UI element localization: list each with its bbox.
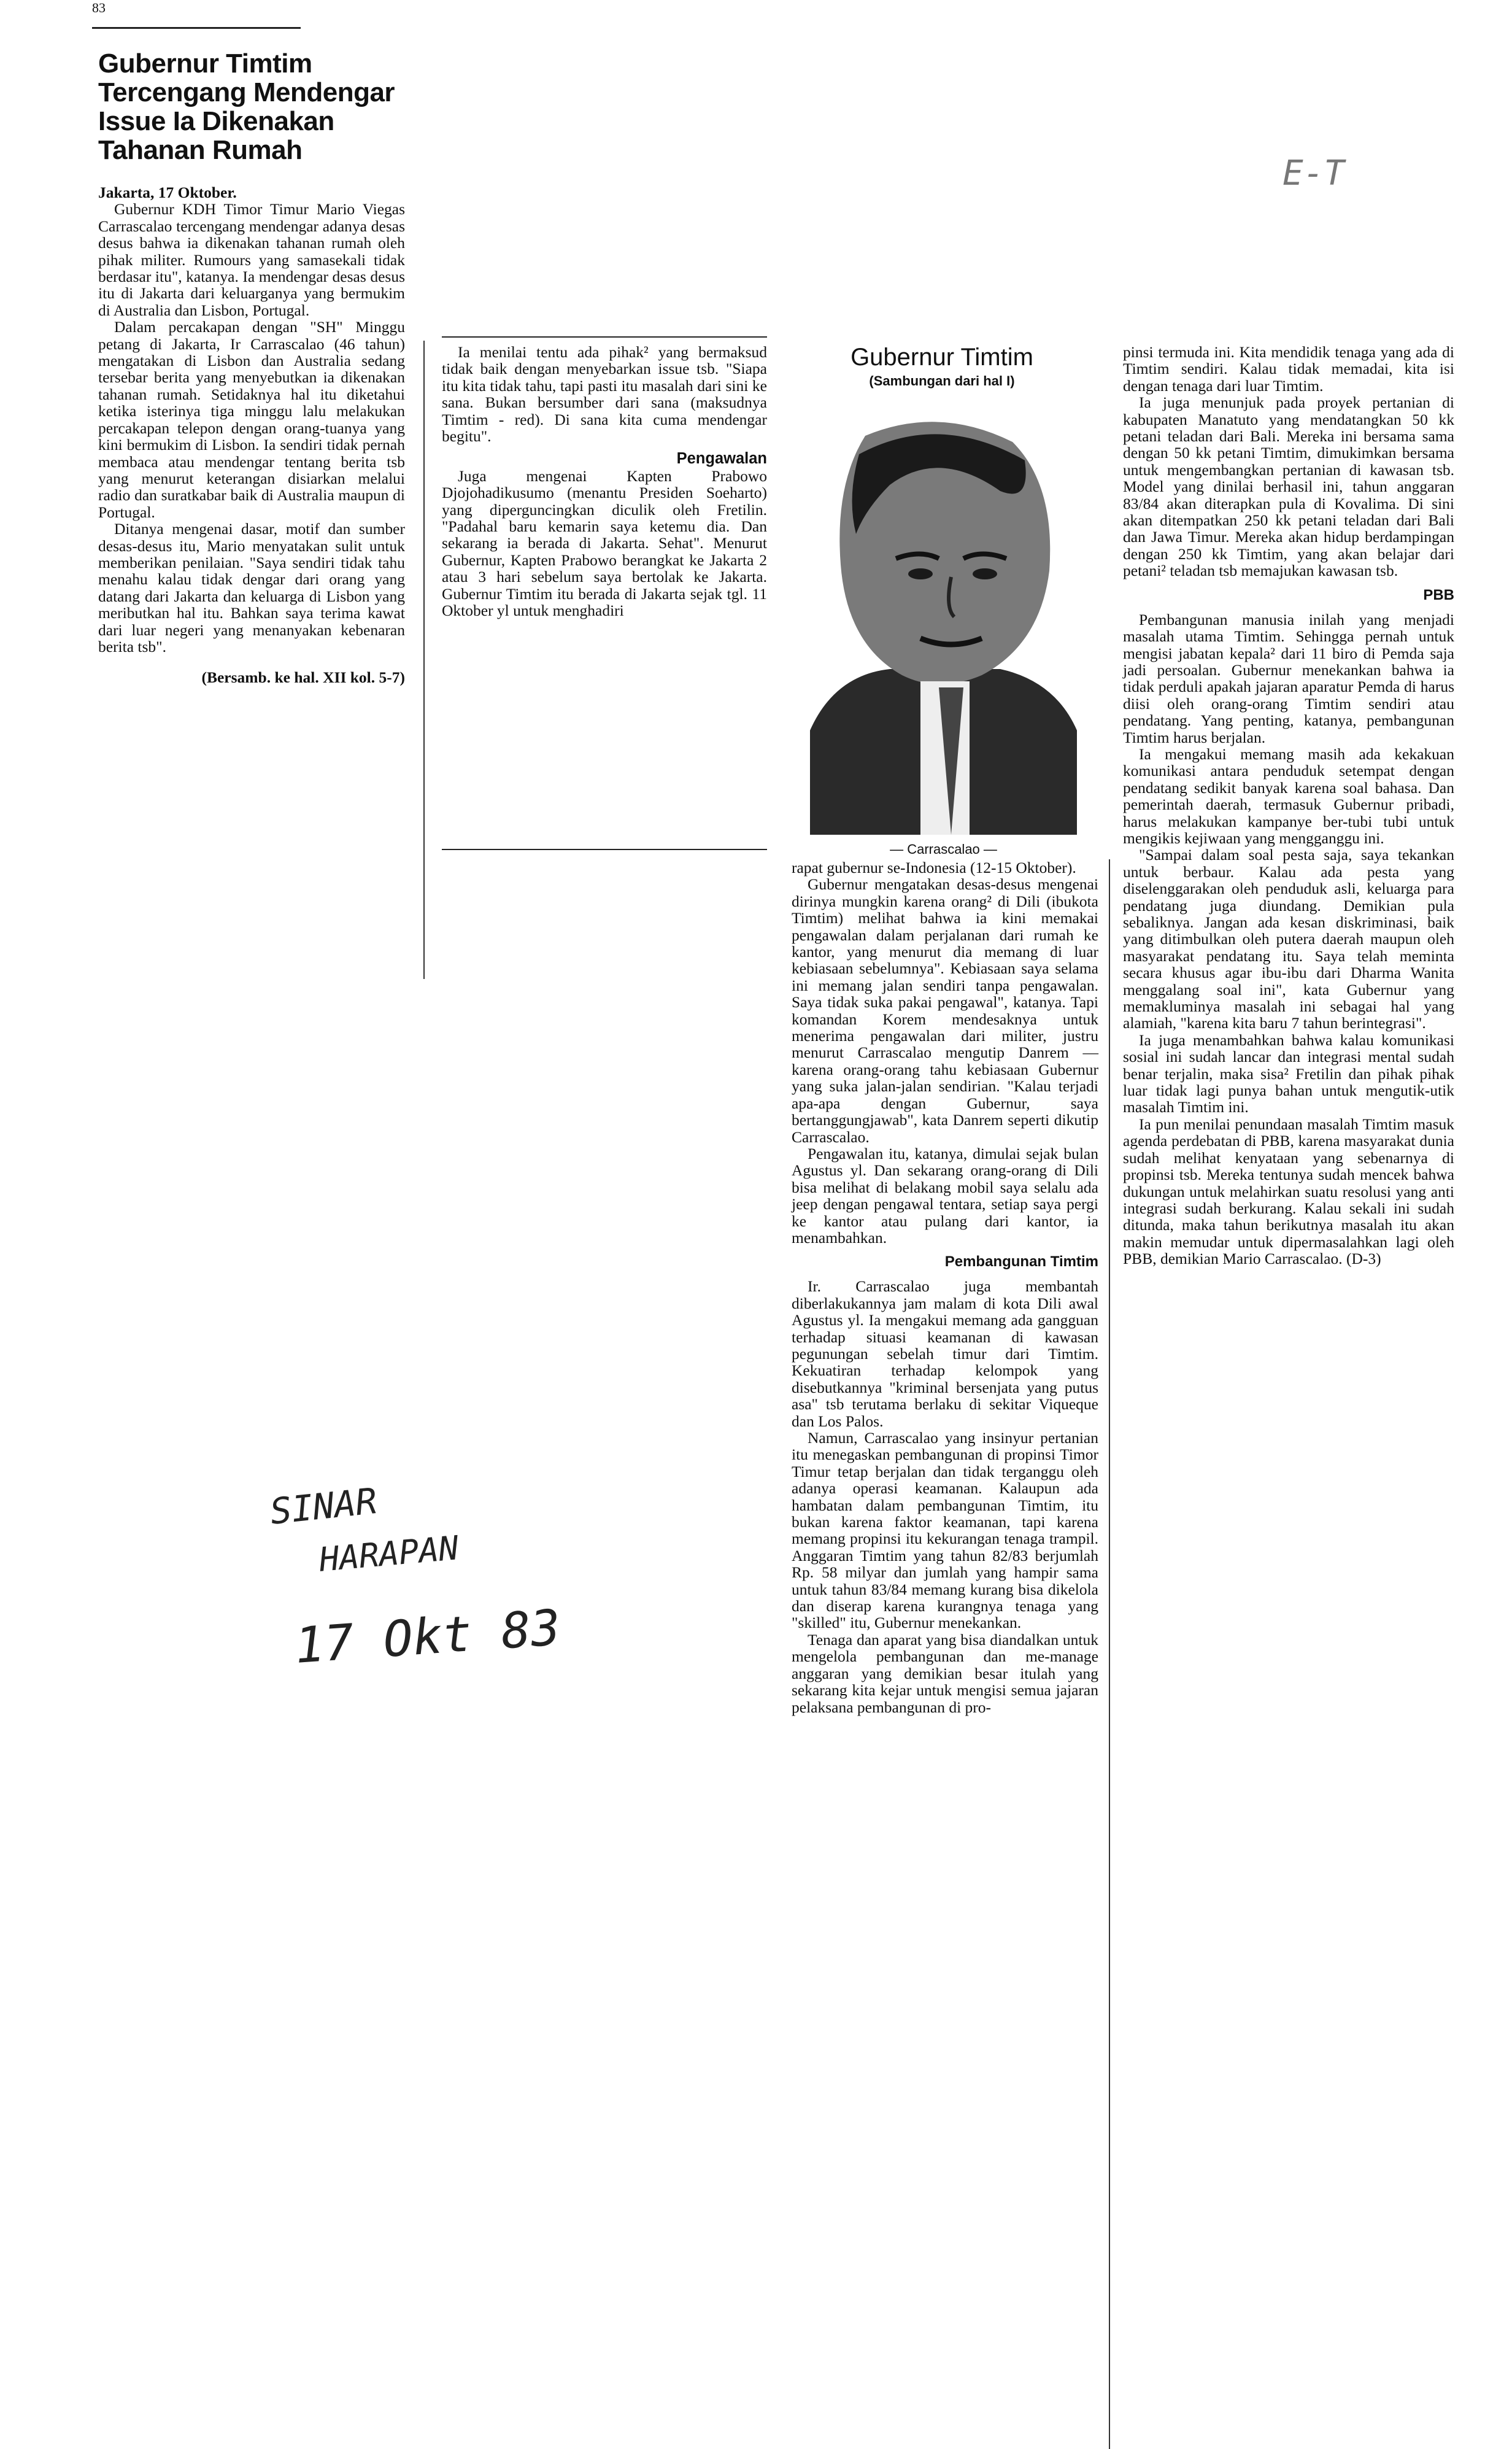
top-rule: [92, 27, 301, 29]
article-2-cont-subhead: PBB: [1423, 586, 1454, 603]
article-2-cont-paragraph: Ia mengakui memang masih ada kekakuan komunikasi antara penduduk setempat dengan pendatang sedikit banyak karena soal bahasa. Dan pemerintah daerah, termasuk Gubernur pribadi, harus melakukan kampanye ber-tubi tubi untuk mengikis kejiwaan yang mengganggu ini.: [1123, 745, 1454, 847]
article-1-paragraph: Gubernur KDH Timor Timur Mario Viegas Carrascalao tercengang mendengar adanya desas desus bahwa ia dikenakan tahanan rumah oleh pihak militer. Rumours yang samasekali tidak berdasar itu", katanya. Ia mendengar desas desus itu di Jakarta dari keluarganya yang bermukim di Australia dan Lisbon, Portugal.: [98, 200, 405, 319]
article-2-paragraph: Pengawalan itu, katanya, dimulai sejak bulan Agustus yl. Dan sekarang orang-orang di Dili bisa melihat di belakang mobil saya selalu ada jeep dengan pengawal tentara, setiap saya pergi ke kantor atau pulang dari kantor, ia menambahkan.: [792, 1144, 1098, 1247]
column-divider-2: [1109, 859, 1110, 2449]
cont-bottom-rule: [442, 849, 767, 850]
article-2-cont-paragraph: Ia juga menunjuk pada proyek pertanian di kabupaten Manatuto yang mendatangkan 50 kk petani teladan dari Bali. Mereka ini bersama sama dengan 50 kk petani Timtim, dimukimkan bersama untuk mengembangkan pertanian di kawasan tsb. Model yang dinilai berhasil ini, tahun anggaran 83/84 akan diterapkan pula di Kovalima. Di sini akan ditempatkan 250 kk petani teladan dari Bali dan Jawa Timur. Mereka akan hidup berdampingan dengan 250 kk Timtim, yang akan belajar dari petani² teladan tsb memajukan kawasan tsb.: [1123, 393, 1454, 580]
article-1-paragraph: Dalam percakapan dengan "SH" Minggu petang di Jakarta, Ir Carrascalao (46 tahun) mengatakan di Lisbon dan Australia sedang tersebar berita yang menyebutkan ia dikenakan tahanan rumah. Setidaknya hal itu diketahui ketika isterinya tiga minggu lalu melakukan percakapan telepon dengan orang-tuanya yang kini bermukim di Lisbon. Ia sendiri tidak pernah membaca atau mendengar tentang berita tsb yang menurut keterangan disiarkan melalui radio dan suratkabar baik di Australia maupun di Portugal.: [98, 318, 405, 521]
article-2-paragraph: Tenaga dan aparat yang bisa diandalkan untuk mengelola pembangunan dan me-manage anggaran yang demikian besar itulah yang sekarang kita kejar untuk mengisi semua jajaran pelaksana pembangunan di pro-: [792, 1630, 1098, 1716]
photo-caption: — Carrascalao —: [890, 841, 997, 857]
article-2-cont-paragraph: Pembangunan manusia inilah yang menjadi masalah utama Timtim. Sehingga pernah untuk mengisi jabatan kepala² dari 11 biro di Pemda saja jadi persoalan. Gubernur menekankan bahwa ia tidak perduli apakah jajaran aparatur Pemda di harus diisi oleh orang-orang Timtim sendiri atau pendatang. Yang penting, katanya, pembangunan Timtim harus berjalan.: [1123, 610, 1454, 746]
cont-top-rule: [442, 336, 767, 338]
article-2-paragraph: Namun, Carrascalao yang insinyur pertanian itu menegaskan pembangunan di propinsi Timor Timur tetap berjalan dan tidak terganggu oleh adanya operasi keamanan. Kalaupun ada hambatan dalam pembangunan Timtim, itu bukan karena faktor keamanan, tapi karena memang propinsi itu kekurangan tenaga trampil. Anggaran Timtim yang tahun 82/83 berjumlah Rp. 58 milyar dan jumlah yang hampir sama untuk tahun 83/84 memang kurang bisa dikelola dan diserap karena kurangnya tenaga yang "skilled" itu, Gubernur menekankan.: [792, 1429, 1098, 1632]
article-1-continued: (Bersamb. ke hal. XII kol. 5-7): [201, 668, 405, 687]
article-2-cont-paragraph: pinsi termuda ini. Kita mendidik tenaga yang ada di Timtim sendiri. Kalau tidak memadai, kita isi dengan tenaga dari luar Timtim.: [1123, 343, 1454, 395]
article-2-cont-paragraph: Ia pun menilai penundaan masalah Timtim masuk agenda perdebatan di PBB, karena masyarakat dunia sudah melihat kenyataan yang sebenarnya di propinsi tsb. Mereka tentunya sudah mencek bahwa dukungan untuk melahirkan suatu resolusi yang anti integrasi sudah berkurang. Kalau sekali ini sudah ditunda, maka tahun berikutnya masalah itu akan makin memudar untuk dipermasalahkan lagi oleh PBB, demikian Mario Carrascalao. (D-3): [1123, 1115, 1454, 1268]
article-1-paragraph: Ditanya mengenai dasar, motif dan sumber desas-desus itu, Mario menyatakan sulit untuk memberikan penilaian. "Saya sendiri tidak tahu menahu kalau tidak dengar dari orang yang datang dari Jakarta dan keluarga di Lisbon yang meributkan hal itu. Bahkan saya terima kawat dari luar negeri yang menanyakan kebenaran berita tsb".: [98, 520, 405, 656]
article-2-subhead-2: Pembangunan Timtim: [944, 1253, 1098, 1271]
article-2-cont-paragraph: "Sampai dalam soal pesta saja, saya tekankan untuk berbaur. Kalau ada pesta yang diselenggarakan oleh penduduk asli, keluarga para pendatang juga diundang. Demikian pula sebaliknya. Jangan ada kesan diskriminasi, baik yang ditimbulkan oleh putera daerah maupun oleh masyarakat pendatang itu. Saya telah meminta secara khusus agar ibu-ibu dari Dharma Wanita menggalang soal ini", kata Gubernur yang memakluminya masalah ini sebagai hal yang alamiah, "karena kita baru 7 tahun berintegrasi".: [1123, 846, 1454, 1032]
handwritten-source: SINAR: [268, 1480, 379, 1533]
corner-mark: E-T: [1282, 153, 1345, 193]
article-1-dateline: Jakarta, 17 Oktober.: [98, 184, 237, 201]
article-1-continuation: [442, 344, 767, 619]
top-fragment-text: 83: [92, 0, 106, 15]
carrascalao-portrait: [798, 411, 1089, 835]
article-1-cont-paragraph: Ia menilai tentu ada pihak² yang bermaksud tidak baik dengan menyebarkan issue tsb. "Siapa itu kita tidak tahu, tapi pasti itu masalah dari sini ke sana. Bukan bersumber dari sana (maksudnya Timtim - red). Di sana kita cuma mendengar begitu".: [442, 343, 767, 446]
article-2-subhead: (Sambungan dari hal I): [869, 373, 1015, 389]
article-2-cont-paragraph: Ia juga menambahkan bahwa kalau komunikasi sosial ini sudah lancar dan integrasi mental sudah benar terjalin, maka sisa² Fretilin dan pihak pihak luar tidak lagi punya bahan untuk mengutik-utik masalah Timtim ini.: [1123, 1031, 1454, 1116]
article-1: [98, 49, 405, 703]
handwritten-source: HARAPAN: [317, 1528, 460, 1579]
article-2-headline: Gubernur Timtim: [850, 344, 1033, 371]
article-2-paragraph: rapat gubernur se-Indonesia (12-15 Oktober).: [792, 859, 1076, 876]
article-1-cont-subhead: Pengawalan: [676, 450, 767, 468]
article-2-continuation: [1123, 344, 1454, 1267]
column-divider: [423, 341, 425, 979]
top-fragment: [92, 0, 313, 16]
article-1-cont-paragraph: Juga mengenai Kapten Prabowo Djojohadikusumo (menantu Presiden Soeharto) yang diperguncingkan diculik oleh Fretilin. "Padahal baru kemarin saya ketemu dia. Dan sekarang ia berada di Jakarta. Sehat". Menurut Gubernur, Kapten Prabowo berangkat ke Jakarta 2 atau 3 hari sebelum saya bertolak ke Jakarta. Gubernur Timtim itu berada di Jakarta sejak tgl. 11 Oktober yl untuk menghadiri: [442, 466, 767, 620]
article-2-paragraph: Gubernur mengatakan desas-desus mengenai dirinya mungkin karena orang² di Dili (ibukota Timtim) melihat bahwa ia kini memakai pengawalan dalam perjalanan dari rumah ke kantor, yang menurut dia memang di luar kebiasaan sebelumnya". Kebiasaan saya selama ini memang jalan sendiri tanpa pengawalan. Saya tidak suka pakai pengawal", katanya. Tapi komandan Korem mendesaknya untuk menerima pengawalan dari militer, justru menurut Carrascalao mengutip Danrem — karena orang-orang tahu kebiasaan Gubernur yang suka jalan-jalan sendirian. "Kalau terjadi apa-apa dengan Gubernur, saya bertanggungjawab", kata Danrem seperti dikutip Carrascalao.: [792, 875, 1098, 1146]
article-2-body: [792, 859, 1098, 1716]
portrait-photo: [798, 411, 1089, 857]
article-1-headline: Gubernur Timtim Tercengang Mendengar Issue Ia Dikenakan Tahanan Rumah: [98, 48, 395, 165]
article-2-paragraph: Ir. Carrascalao juga membantah diberlakukannya jam malam di kota Dili awal Agustus yl. Ia mengakui memang ada gangguan terhadap situasi keamanan di kawasan pegunungan sebelah timur dari Timtim. Kekuatiran terhadap kelompok yang disebutkannya "kriminal bersenjata yang putus asa" tsb terutama berlaku di sekitar Viqueque dan Los Palos.: [792, 1277, 1098, 1430]
article-2: [789, 344, 1095, 389]
handwritten-date: 17 Okt 83: [293, 1598, 563, 1675]
